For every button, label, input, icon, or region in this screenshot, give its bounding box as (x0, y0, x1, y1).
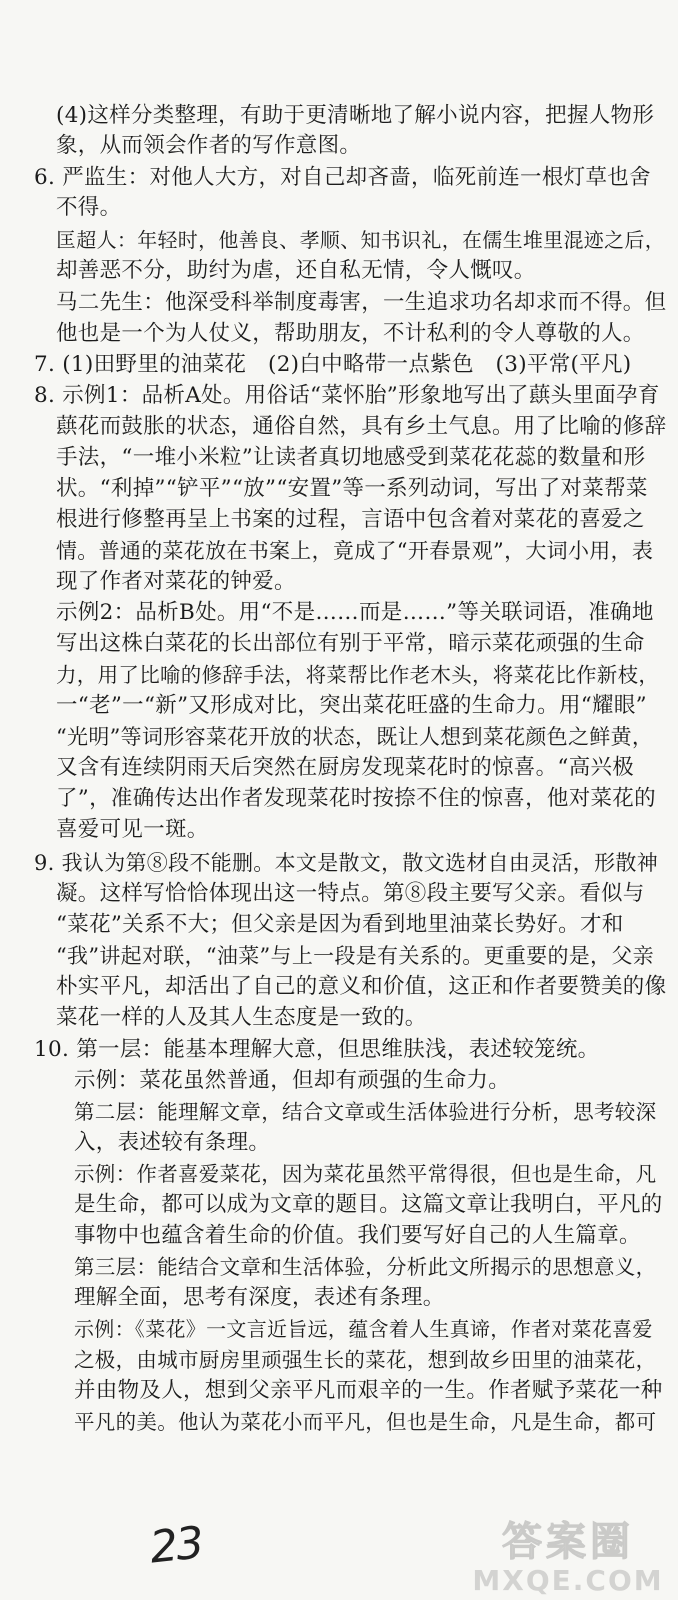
text-line: 是生命，都可以成为文章的题目。这篇文章让我明白，平凡的 (74, 1192, 663, 1217)
text-line: 马二先生：他深受科举制度毒害，一生追求功名却求而不得。但 (56, 290, 666, 315)
text-line: 一“老”一“新”又形成对比，突出菜花旺盛的生命力。用“耀眼” (56, 693, 647, 718)
watermark-logo-text: 答案圈 (502, 1519, 634, 1565)
text-line: 示例：作者喜爱菜花，因为菜花虽然平常得很，但也是生命，凡 (74, 1162, 657, 1186)
text-line: 凝。这样写恰恰体现出这一特点。第⑧段主要写父亲。看似与 (56, 881, 645, 906)
text-line: 力，用了比喻的修辞手法，将菜帮比作老木头，将菜花比作新枝， (56, 663, 660, 687)
text-line: 写出这株白菜花的长出部位有别于平常，暗示菜花顽强的生命 (56, 631, 645, 656)
text-line: “菜花”关系不大；但父亲是因为看到地里油菜长势好。才和 (56, 912, 624, 937)
text-line: 根进行修整再呈上书案的过程，言语中包含着对菜花的喜爱之 (56, 507, 645, 532)
text-line: 入，表述较有条理。 (74, 1130, 271, 1155)
text-line: 8. 示例1：品析A处。用俗话“菜怀胎”形象地写出了蕻头里面孕育 (34, 383, 660, 408)
text-line: “光明”等词形容菜花开放的状态，既让人想到菜花颜色之鲜黄， (56, 725, 654, 749)
text-line: 第二层：能理解文章，结合文章或生活体验进行分析，思考较深 (74, 1100, 657, 1124)
site-watermark (468, 1520, 668, 1596)
text-line: 9. 我认为第⑧段不能删。本文是散文，散文选材自由灵活，形散神 (34, 851, 659, 875)
text-line: 事物中也蕴含着生命的价值。我们要写好自己的人生篇章。 (74, 1223, 641, 1248)
text-line: 不得。 (56, 195, 122, 220)
text-line: 他也是一个为人仗义，帮助朋友，不计私利的令人尊敬的人。 (56, 321, 645, 346)
text-line: “我”讲起对联，“油菜”与上一段是有关系的。更重要的是，父亲 (56, 944, 654, 968)
text-line: 状。“利掉”“铲平”“放”“安置”等一系列动词，写出了对菜帮菜 (56, 476, 648, 501)
text-line: (4)这样分类整理，有助于更清晰地了解小说内容，把握人物形 (56, 103, 655, 128)
text-line: 了”，准确传达出作者发现菜花时按捺不住的惊喜，他对菜花的 (56, 786, 656, 811)
text-line: 又含有连续阴雨天后突然在厨房发现菜花时的惊喜。“高兴极 (56, 755, 635, 780)
text-line: 喜爱可见一斑。 (56, 817, 209, 842)
text-line: 10. 第一层：能基本理解大意，但思维肤浅，表述较笼统。 (34, 1037, 600, 1062)
text-line: 平凡的美。他认为菜花小而平凡，但也是生命，凡是生命，都可 (74, 1410, 657, 1434)
text-line: 6. 严监生：对他人大方，对自己却吝啬，临死前连一根灯草也舍 (34, 165, 651, 190)
text-line: 象，从而领会作者的写作意图。 (56, 133, 362, 158)
text-line: 手法，“一堆小米粒”让读者真切地感受到菜花花蕊的数量和形 (56, 445, 646, 470)
text-line: 情。普通的菜花放在书案上，竟成了“开春景观”，大词小用，表 (56, 539, 654, 563)
text-line: 示例：菜花虽然普通，但却有顽强的生命力。 (74, 1068, 511, 1093)
text-line: 示例2：品析B处。用“不是……而是……”等关联词语，准确地 (56, 600, 654, 625)
text-line: 第三层：能结合文章和生活体验，分析此文所揭示的思想意义， (74, 1255, 657, 1279)
page-number: 23 (147, 1517, 205, 1574)
text-line: 理解全面，思考有深度，表述有条理。 (74, 1285, 445, 1310)
text-line: 菜花一样的人及其人生态度是一致的。 (56, 1005, 427, 1030)
text-line: 之极，由城市厨房里顽强生长的菜花，想到故乡田里的油菜花， (74, 1348, 657, 1372)
text-line: 并由物及人，想到父亲平凡而艰辛的一生。作者赋予菜花一种 (74, 1378, 663, 1403)
text-line: 匡超人：年轻时，他善良、孝顺、知书识礼，在儒生堆里混迹之后， (56, 228, 665, 252)
text-line: 7. (1)田野里的油菜花 (2)白中略带一点紫色 (3)平常(平凡) (34, 352, 632, 377)
text-line: 现了作者对菜花的钟爱。 (56, 569, 296, 594)
text-line: 朴实平凡，却活出了自己的意义和价值，这正和作者要赞美的像 (56, 974, 666, 999)
text-line: 示例：《菜花》一文言近旨远，蕴含着人生真谛，作者对菜花喜爱 (74, 1317, 653, 1341)
watermark-domain: MXQE.COM (472, 1564, 664, 1597)
text-line: 蕻花而鼓胀的状态，通俗自然，具有乡土气息。用了比喻的修辞 (56, 414, 666, 439)
text-line: 却善恶不分，助纣为虐，还自私无情，令人慨叹。 (56, 258, 536, 283)
